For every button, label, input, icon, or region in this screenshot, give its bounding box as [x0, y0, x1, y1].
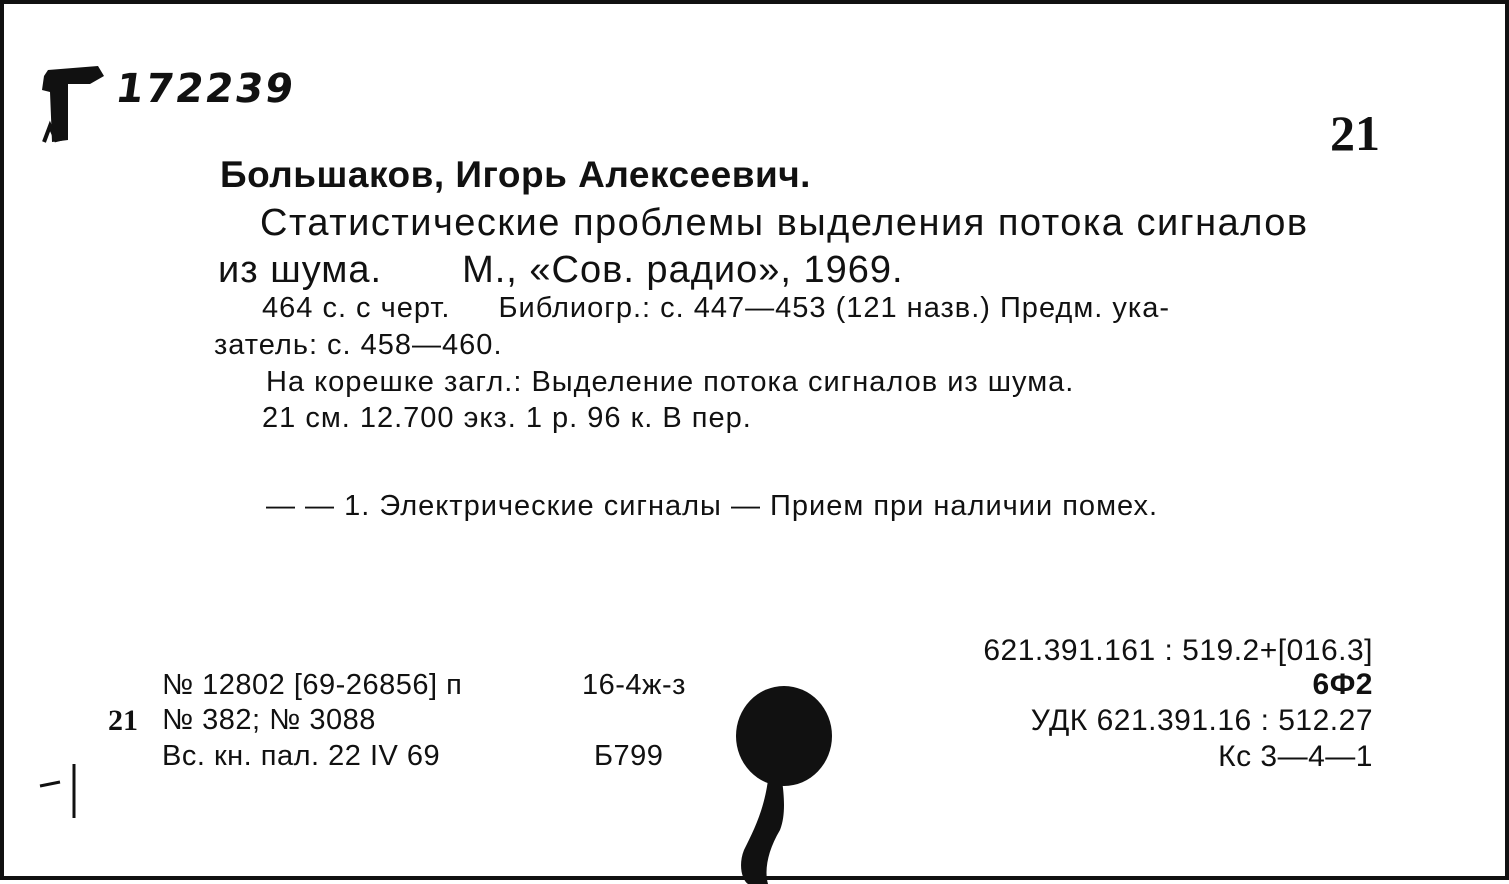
udc-index: УДК 621.391.16 : 512.27 [1030, 704, 1373, 737]
registration-line-1: № 12802 [69-26856] п [162, 669, 463, 701]
registration-prefix: 21 [108, 704, 138, 737]
pagination: 464 с. с черт. [262, 292, 451, 324]
registration-line-2: № 382; № 3088 [162, 704, 376, 736]
handwritten-accession-number: 172239 [112, 66, 299, 112]
ink-speck [40, 116, 80, 146]
size-print-price: 21 см. 12.700 экз. 1 р. 96 к. В пер. [262, 402, 752, 434]
punch-hole-mark [724, 680, 836, 884]
title-line-2 [218, 249, 904, 292]
kc-index: Кс 3—4—1 [1218, 740, 1373, 773]
title-end: из шума. [218, 249, 383, 291]
spine-title-note: На корешке загл.: Выделение потока сигналов из шума. [266, 366, 1075, 398]
bbk-index: 6Ф2 [1312, 668, 1373, 701]
registration-code-1: 16-4ж-з [582, 669, 686, 701]
physical-description-line-1 [262, 292, 1170, 325]
margin-mark [34, 760, 84, 820]
registration-code-2: Б799 [594, 740, 664, 772]
bibliography-note: Библиогр.: с. 447—453 (121 назв.) Предм. ука- [498, 292, 1171, 324]
udc-full-index: 621.391.161 : 519.2+[016.3] [983, 634, 1373, 667]
title-line-1: Статистические проблемы выделения потока сигналов [260, 202, 1309, 244]
registration-line-3: Вс. кн. пал. 22 IV 69 [162, 740, 441, 772]
subject-heading: — — 1. Электрические сигналы — Прием при наличии помех. [266, 490, 1159, 522]
card-number: 21 [1330, 105, 1380, 161]
physical-description-line-2: затель: с. 458—460. [214, 329, 503, 361]
imprint: М., «Сов. радио», 1969. [462, 249, 904, 291]
author-heading: Большаков, Игорь Алексеевич. [220, 154, 811, 195]
